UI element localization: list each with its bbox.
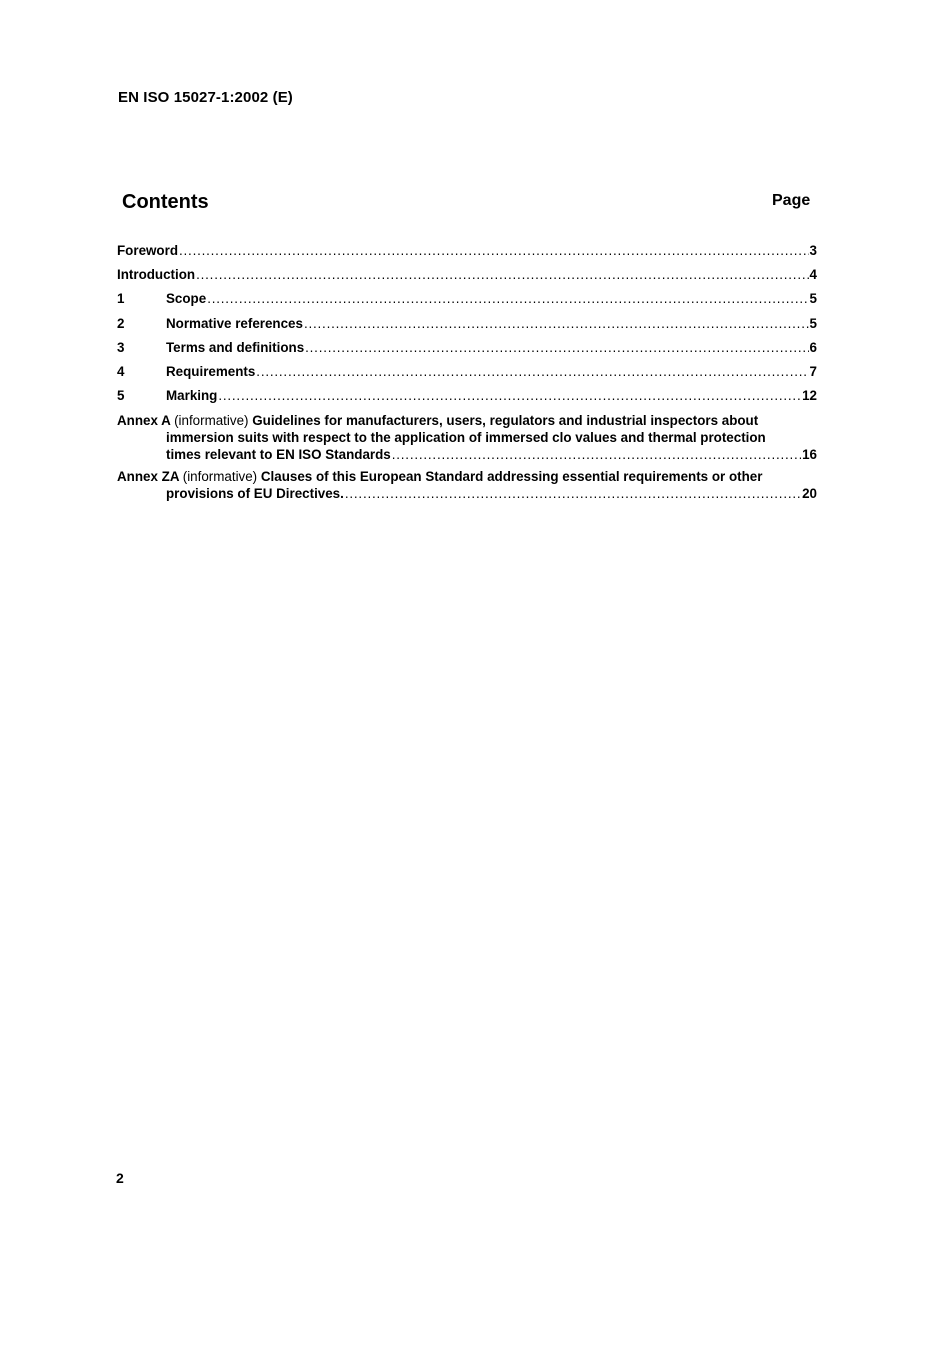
toc-entry-scope[interactable] — [117, 290, 817, 314]
toc-entry-title: Introduction — [117, 267, 196, 283]
toc-entry-number: 2 — [117, 315, 125, 331]
toc-entry-normative-references[interactable] — [117, 315, 817, 339]
toc-entry-number: 4 — [117, 363, 125, 379]
toc-entry-title: Marking — [166, 388, 218, 404]
toc-entry-title: Normative references — [166, 315, 303, 331]
dot-leader — [218, 387, 801, 404]
toc-entry-title: Scope — [166, 291, 207, 307]
toc-entry-number: 3 — [117, 339, 125, 355]
toc-entry-page: 4 — [809, 267, 817, 283]
toc-entry-number: 1 — [117, 291, 125, 307]
toc-entry-introduction[interactable] — [117, 266, 817, 290]
dot-leader — [392, 446, 801, 463]
dot-leader — [345, 485, 801, 502]
annex-title-line: Guidelines for manufacturers, users, regulators and industrial inspectors about — [252, 413, 759, 429]
document-id-header: EN ISO 15027-1:2002 (E) — [118, 89, 293, 106]
toc-entry-page: 12 — [802, 388, 817, 404]
toc-entry-marking[interactable] — [117, 387, 817, 411]
dot-leader — [256, 363, 808, 380]
dot-leader — [305, 339, 808, 356]
annex-label: Annex A — [117, 413, 171, 429]
toc-entry-number: 5 — [117, 388, 125, 404]
contents-title: Contents — [122, 191, 209, 213]
dot-leader — [207, 290, 808, 307]
toc-entry-title: Terms and definitions — [166, 339, 305, 355]
page-number: 2 — [116, 1170, 124, 1186]
toc-entry-page: 3 — [809, 243, 817, 258]
toc-entry-annex-a[interactable] — [117, 412, 817, 463]
dot-leader — [304, 315, 809, 332]
table-of-contents — [117, 242, 817, 507]
toc-entry-page: 5 — [809, 315, 817, 331]
annex-label: Annex ZA — [117, 469, 179, 485]
toc-entry-title: Foreword — [117, 243, 179, 258]
annex-qualifier: (informative) — [174, 413, 249, 429]
dot-leader — [196, 266, 808, 283]
annex-title-line: Clauses of this European Standard addressing essential requirements or other — [260, 469, 763, 485]
toc-entry-foreword[interactable] — [117, 242, 817, 266]
toc-entry-page: 7 — [809, 363, 817, 379]
annex-title-line: provisions of EU Directives. — [166, 486, 344, 502]
annex-title-line: times relevant to EN ISO Standards — [166, 447, 391, 463]
toc-entry-page: 5 — [809, 291, 817, 307]
toc-entry-requirements[interactable] — [117, 363, 817, 387]
toc-entry-terms-and-definitions[interactable] — [117, 339, 817, 363]
toc-entry-page: 16 — [802, 447, 817, 463]
annex-qualifier: (informative) — [182, 469, 258, 485]
page-column-heading: Page — [772, 192, 811, 209]
dot-leader — [179, 242, 809, 259]
toc-entry-page: 20 — [802, 486, 817, 502]
toc-entry-annex-za[interactable] — [117, 468, 817, 502]
toc-entry-page: 6 — [809, 339, 817, 355]
toc-entry-title: Requirements — [166, 363, 256, 379]
annex-title-line: immersion suits with respect to the application of immersed clo values and thermal protection — [166, 430, 766, 446]
